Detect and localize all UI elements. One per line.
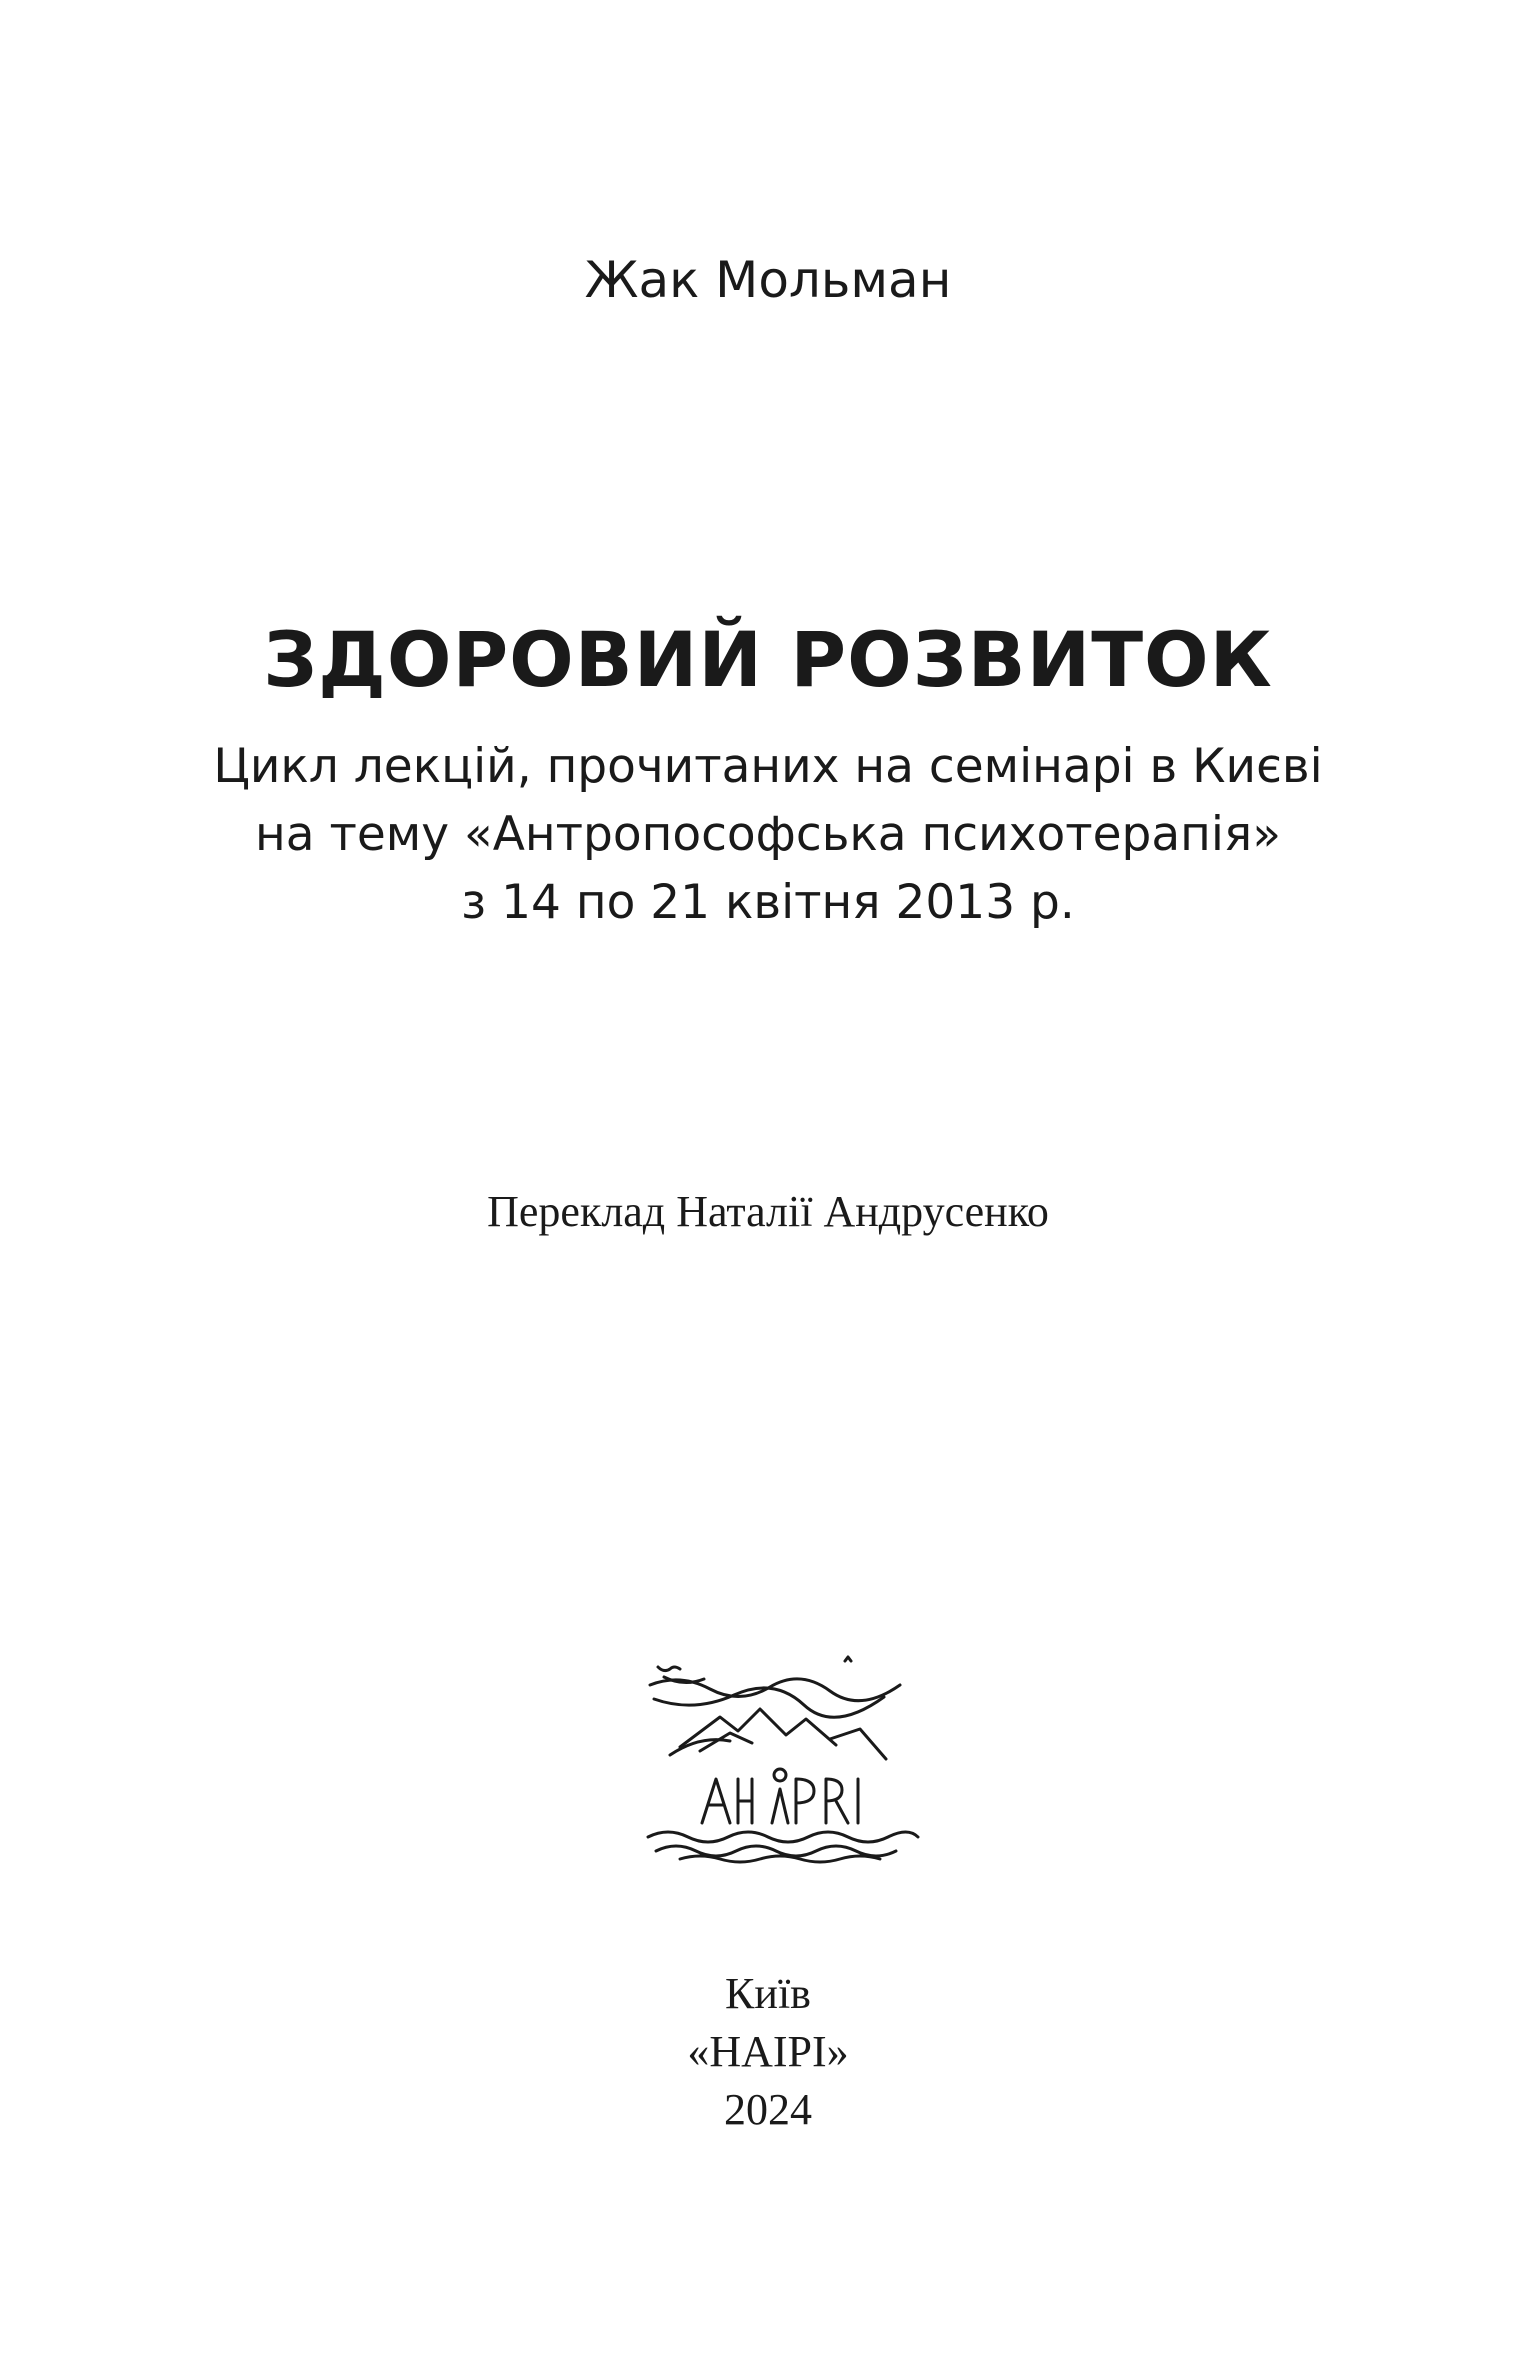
imprint-publisher: «НАІРІ»: [687, 2027, 849, 2076]
book-title: ЗДОРОВИЙ РОЗВИТОК: [263, 615, 1273, 704]
imprint: [0, 1965, 1536, 2139]
translator-credit: Переклад Наталії Андрусенко: [487, 1187, 1049, 1236]
imprint-year: 2024: [724, 2085, 812, 2134]
author-name: Жак Мольман: [584, 251, 952, 309]
book-subtitle: [0, 733, 1536, 937]
publisher-logo-icon: [640, 1655, 920, 1865]
imprint-city: Київ: [725, 1969, 811, 2018]
subtitle-line-3: з 14 по 21 квітня 2013 р.: [461, 875, 1075, 930]
subtitle-line-2: на тему «Антропософська психотерапія»: [255, 807, 1281, 862]
subtitle-line-1: Цикл лекцій, прочитаних на семінарі в Києві: [213, 739, 1323, 794]
